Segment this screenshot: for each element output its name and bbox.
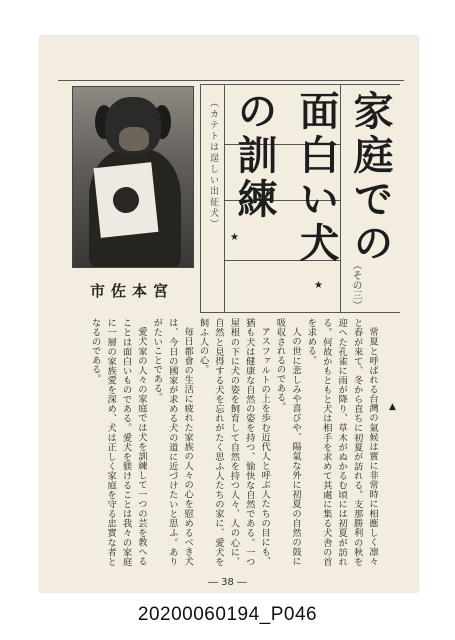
paragraph: 毎日都會の生活に疲れた家族の人々の心を慰めるべき犬は、今日の國家が求める犬の道に近づけたいと思ふ。ありがたいことである。: [151, 318, 194, 566]
star-ornament: ★: [314, 280, 323, 291]
dog-photo: [72, 86, 194, 268]
flag-bib: [94, 162, 159, 238]
star-ornament: ★: [230, 232, 239, 243]
title-line-3: の訓練: [231, 90, 278, 222]
part-label: （その三）: [350, 260, 361, 310]
title-line-1: 家庭での: [347, 90, 394, 266]
paragraph: 人の世に悲しみや喜びや、陽氣な外に初夏の自然の鼓に吸収されるのである。: [274, 318, 301, 566]
archive-id-caption: 20200060194_P046: [137, 604, 318, 625]
paragraph: 常夏と呼ばれる台灣の氣候は實に非常時に相應しく凛々と春が來て、冬から直ちに初夏が訪れる。支那勝利の秋を迎へた孔雀に雨が降り、草木がぬかるむ頃には初夏が訪れる。何故かもともと犬は相手を求めて其處に集る犬舎の首を求める。: [305, 318, 378, 566]
title-line-2: 面白い犬: [293, 90, 340, 266]
page-number: ― 38 ―: [207, 577, 248, 588]
top-rule: [58, 80, 404, 81]
author-name: 市佐本宮: [89, 281, 174, 300]
section-marker: ▲: [389, 402, 396, 412]
article-body: [72, 318, 380, 566]
paragraph: 愛犬家の人々の家庭では犬を訓練して一つの芸を教へることは面白いものである。愛犬を躾けることは我々の家庭に一層の家族愛を深め、犬は正しく家庭を守る忠實な者となるのである。: [89, 318, 147, 566]
title-box: [200, 84, 400, 312]
photo-caption: （カテトは逞しい出征犬）: [208, 98, 218, 230]
paragraph: アスファルトの上を歩む近代人と呼ぶ人たちの目にも、猶も犬は健康な自然の姿を持つ、愉快な自然である。一つ屋根の下に犬の姿を飼育して自然を持つ人々、人の心に、自然と見得する犬を忘れがたく思ふ人たちの家に、愛犬を飼ふ人の心。: [197, 318, 271, 566]
